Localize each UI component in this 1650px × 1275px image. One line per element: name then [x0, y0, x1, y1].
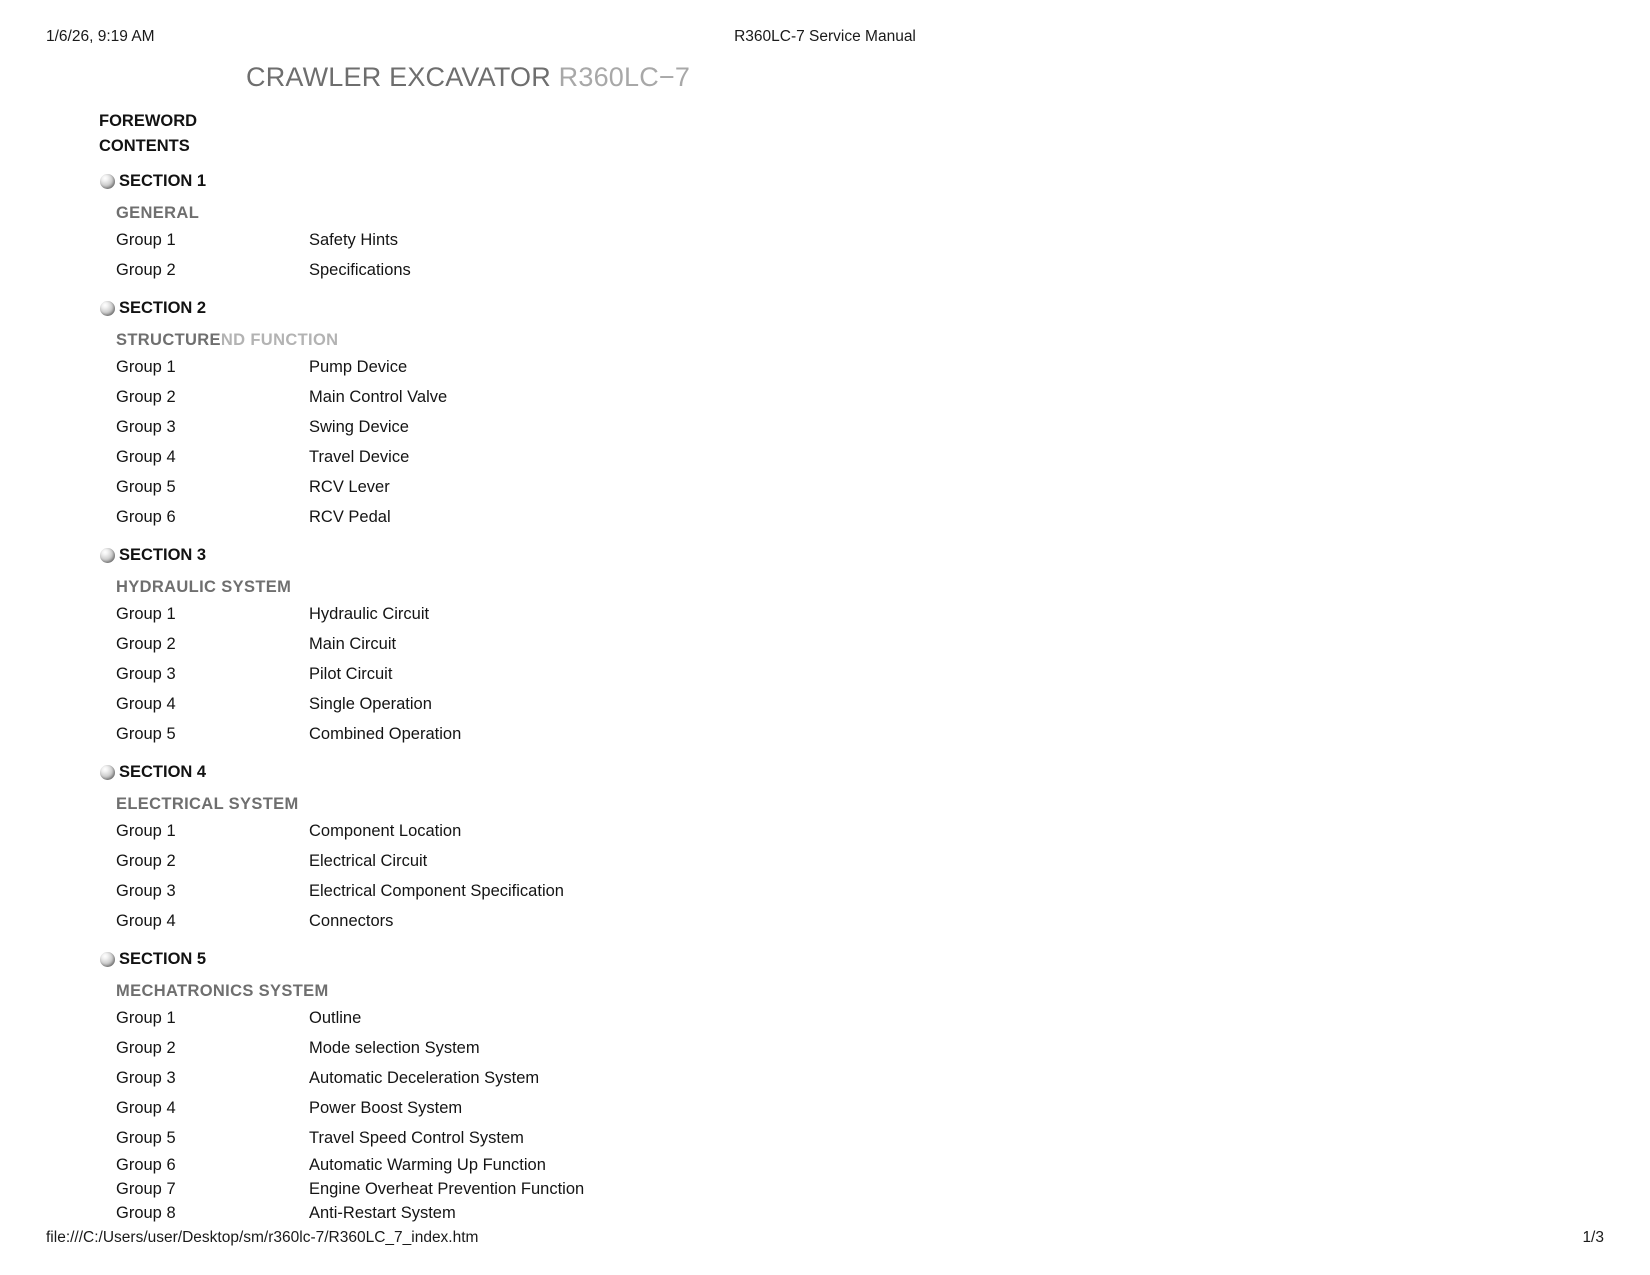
table-of-contents [0, 109, 1650, 1225]
toc-group-title: Pump Device [309, 358, 408, 376]
toc-group-number: Group 5 [116, 478, 176, 496]
print-date: 1/6/26, 9:19 AM [46, 28, 155, 45]
toc-section-subtitle [0, 201, 1650, 226]
gray-sphere-bullet-icon [100, 765, 115, 780]
toc-group-number: Group 7 [116, 1180, 176, 1198]
toc-group-number: Group 1 [116, 231, 176, 249]
toc-group-title: Power Boost System [309, 1099, 463, 1117]
toc-group-title: Automatic Warming Up Function [309, 1156, 546, 1174]
toc-group-row[interactable] [0, 1153, 1650, 1177]
print-header [0, 28, 1650, 50]
toc-group-row[interactable] [0, 382, 1650, 412]
toc-group-title: Electrical Circuit [309, 852, 428, 870]
toc-group-row[interactable] [0, 816, 1650, 846]
toc-group-title: Anti-Restart System [309, 1204, 456, 1222]
toc-group-number: Group 1 [116, 822, 176, 840]
toc-group-row[interactable] [0, 502, 1650, 532]
toc-group-title: Engine Overheat Prevention Function [309, 1180, 585, 1198]
toc-subtitle-strong: GENERAL [116, 203, 200, 222]
toc-group-number: Group 4 [116, 448, 176, 466]
gray-sphere-bullet-icon [100, 174, 115, 189]
toc-group-title: Hydraulic Circuit [309, 605, 430, 623]
toc-heading[interactable]: CONTENTS [99, 136, 190, 155]
toc-subtitle-strong: MECHATRONICS SYSTEM [116, 981, 329, 1000]
toc-group-row[interactable] [0, 1093, 1650, 1123]
toc-section-row[interactable] [0, 947, 1650, 973]
toc-group-number: Group 2 [116, 388, 176, 406]
toc-group-number: Group 5 [116, 725, 176, 743]
toc-group-title: Safety Hints [309, 231, 398, 249]
toc-group-row[interactable] [0, 412, 1650, 442]
toc-group-row[interactable] [0, 659, 1650, 689]
toc-group-title: Outline [309, 1009, 362, 1027]
toc-subtitle-faint: ND FUNCTION [220, 330, 339, 349]
toc-group-title: RCV Lever [309, 478, 390, 496]
toc-subtitle-strong: HYDRAULIC SYSTEM [116, 577, 292, 596]
page-title-model: R360LC−7 [558, 62, 691, 92]
toc-group-title: Single Operation [309, 695, 432, 713]
toc-section-label: SECTION 3 [119, 546, 207, 564]
page-number: 1/3 [1582, 1229, 1604, 1246]
toc-group-title: Automatic Deceleration System [309, 1069, 540, 1087]
toc-group-row[interactable] [0, 719, 1650, 749]
toc-group-number: Group 2 [116, 1039, 176, 1057]
toc-section-subtitle [0, 979, 1650, 1004]
toc-group-number: Group 6 [116, 1156, 176, 1174]
document-body [0, 62, 1650, 1225]
toc-group-title: Main Control Valve [309, 388, 448, 406]
toc-group-number: Group 2 [116, 852, 176, 870]
toc-group-row[interactable] [0, 629, 1650, 659]
toc-group-row[interactable] [0, 1201, 1650, 1225]
print-header-title: R360LC-7 Service Manual [734, 28, 916, 45]
gray-sphere-bullet-icon [100, 301, 115, 316]
toc-group-row[interactable] [0, 906, 1650, 936]
gray-sphere-bullet-icon [100, 548, 115, 563]
toc-group-title: Connectors [309, 912, 394, 930]
toc-group-title: Travel Device [309, 448, 410, 466]
toc-group-number: Group 4 [116, 1099, 176, 1117]
toc-group-number: Group 3 [116, 1069, 176, 1087]
toc-group-row[interactable] [0, 1177, 1650, 1201]
toc-group-row[interactable] [0, 599, 1650, 629]
toc-group-title: RCV Pedal [309, 508, 391, 526]
toc-group-row[interactable] [0, 1123, 1650, 1153]
toc-section-label: SECTION 4 [119, 763, 207, 781]
toc-group-number: Group 1 [116, 1009, 176, 1027]
page-title-main: CRAWLER EXCAVATOR [246, 62, 551, 92]
source-url: file:///C:/Users/user/Desktop/sm/r360lc-7/R360LC_7_index.htm [46, 1229, 479, 1246]
toc-section-subtitle [0, 575, 1650, 600]
toc-group-title: Component Location [309, 822, 462, 840]
toc-group-row[interactable] [0, 352, 1650, 382]
toc-group-title: Combined Operation [309, 725, 462, 743]
toc-section-row[interactable] [0, 543, 1650, 569]
toc-heading[interactable]: FOREWORD [99, 112, 198, 130]
toc-group-number: Group 1 [116, 358, 176, 376]
toc-group-number: Group 2 [116, 635, 176, 653]
toc-group-number: Group 6 [116, 508, 176, 526]
toc-group-row[interactable] [0, 1003, 1650, 1033]
toc-group-row[interactable] [0, 472, 1650, 502]
toc-group-row[interactable] [0, 225, 1650, 255]
toc-group-number: Group 4 [116, 912, 176, 930]
toc-group-title: Pilot Circuit [309, 665, 393, 683]
toc-group-number: Group 5 [116, 1129, 176, 1147]
toc-group-number: Group 3 [116, 418, 176, 436]
gray-sphere-bullet-icon [100, 952, 115, 967]
toc-group-title: Main Circuit [309, 635, 397, 653]
toc-group-row[interactable] [0, 442, 1650, 472]
toc-group-title: Swing Device [309, 418, 409, 436]
toc-section-label: SECTION 2 [119, 299, 207, 317]
toc-group-title: Electrical Component Specification [309, 882, 564, 900]
toc-section-row[interactable] [0, 760, 1650, 786]
toc-group-row[interactable] [0, 846, 1650, 876]
toc-group-number: Group 4 [116, 695, 176, 713]
toc-group-title: Travel Speed Control System [309, 1129, 524, 1147]
toc-group-row[interactable] [0, 1033, 1650, 1063]
toc-group-number: Group 3 [116, 665, 176, 683]
toc-section-label: SECTION 5 [119, 950, 207, 968]
toc-group-row[interactable] [0, 689, 1650, 719]
toc-group-row[interactable] [0, 876, 1650, 906]
toc-section-row[interactable] [0, 169, 1650, 195]
toc-section-label: SECTION 1 [119, 172, 207, 190]
toc-group-title: Mode selection System [309, 1039, 480, 1057]
toc-subtitle-strong: STRUCTURE [116, 330, 221, 349]
toc-group-row[interactable] [0, 1063, 1650, 1093]
toc-group-number: Group 2 [116, 261, 176, 279]
toc-group-row[interactable] [0, 255, 1650, 285]
page-title [246, 62, 1650, 93]
toc-subtitle-strong: ELECTRICAL SYSTEM [116, 794, 299, 813]
toc-section-subtitle [0, 328, 1650, 353]
print-footer [0, 1229, 1650, 1251]
toc-group-number: Group 3 [116, 882, 176, 900]
toc-group-title: Specifications [309, 261, 411, 279]
toc-section-row[interactable] [0, 296, 1650, 322]
toc-section-subtitle [0, 792, 1650, 817]
toc-group-number: Group 8 [116, 1204, 176, 1222]
toc-group-number: Group 1 [116, 605, 176, 623]
